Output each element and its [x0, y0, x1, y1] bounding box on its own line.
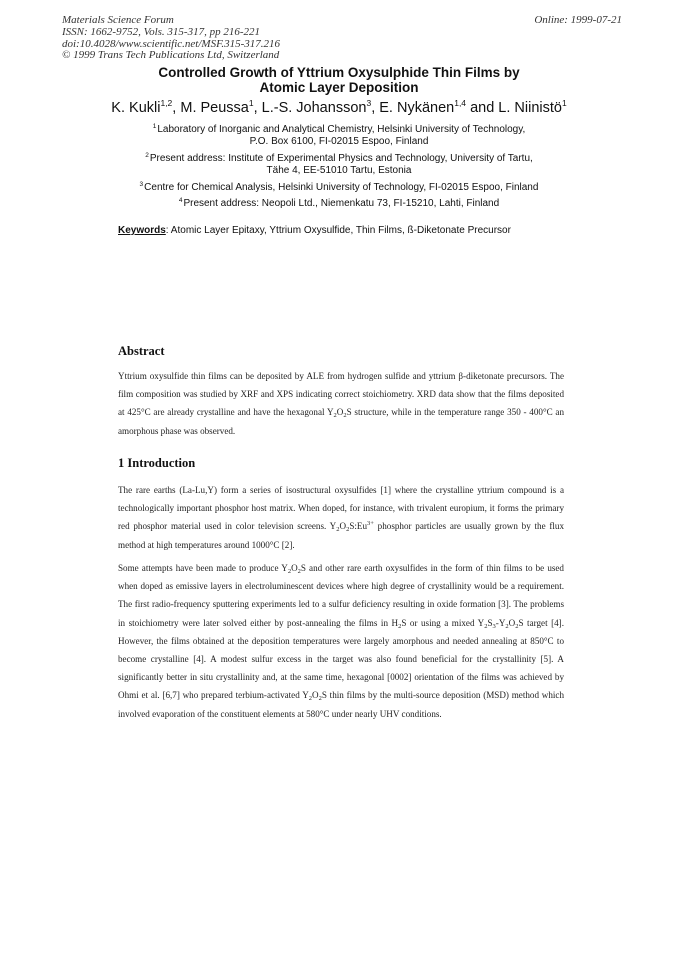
keywords	[118, 224, 578, 237]
intro-paragraph-1: The rare earths (La-Lu,Y) form a series of isostructural oxysulfides [1] where the crystalline yttrium compound is a technologically important phosphor host matrix. When doped, for instance, with trivalent europium, it forms the primary red phosphor material used in color television screens. $Y_2O_2S:Eu^{3+}$ phosphor particles are usually grown by the flux method at high temperatures around 1000°C [2].	[118, 485, 564, 550]
author-list	[60, 99, 618, 117]
affiliation-mark: 2	[145, 151, 149, 159]
paper-title-line-2: Atomic Layer Deposition	[259, 80, 419, 95]
paper-title	[60, 65, 618, 95]
doi-line: doi:10.4028/www.scientific.net/MSF.315-317.216	[62, 37, 281, 50]
affiliation	[90, 198, 588, 210]
copyright-line: © 1999 Trans Tech Publications Ltd, Switzerland	[62, 49, 280, 62]
author-separator: ,	[371, 100, 380, 116]
affiliation-mark: 3	[139, 180, 144, 188]
affiliation-line: Tähe 4, EE-51010 Tartu, Estonia	[266, 165, 412, 177]
affiliation-line: Present address: Neopoli Ltd., Niemenkatu 73, FI-15210, Lahti, Finland	[183, 198, 500, 210]
affiliation-list	[90, 124, 588, 214]
online-date: Online: 1999-07-21	[534, 14, 622, 26]
introduction-heading: 1 Introduction	[118, 456, 196, 470]
affiliation	[90, 153, 588, 178]
affiliation	[90, 182, 588, 194]
author-name: L.-S. Johansson	[261, 100, 367, 116]
author-separator: ,	[172, 100, 181, 116]
issn-line: ISSN: 1662-9752, Vols. 315-317, pp 216-221	[62, 25, 260, 38]
keywords-text: Atomic Layer Epitaxy, Yttrium Oxysulfide, Thin Films, ß-Diketonate Precursor	[168, 225, 511, 236]
author-name: L. Niinistö	[498, 100, 562, 116]
affiliation-line: Centre for Chemical Analysis, Helsinki University of Technology, FI-02015 Espoo, Finland	[144, 181, 539, 193]
intro-paragraph-2: Some attempts have been made to produce $Y_2O_2S$ and other rare earth oxysulfides in the form of thin films to be used when doped as emissive layers in electroluminescent devices where high degree of crystallinity would be a requirement. The first radio-frequency sputtering experiments led to a sulfur deficiency resulting in oxide formation [3]. The problems in stoichiometry were later solved either by post-annealing the films in $H_2S$ or using a mixed $Y_2S_3-Y_2O_2S$ target [4]. However, the films obtained at the deposition temperatures were largely amorphous and needed annealing at 850°C to become crystalline [4]. A modest sulfur excess in the target was also found beneficial for the crystallinity [5]. A significantly better in situ crystallinity and, at the same time, hexagonal [0002] orientation of the films was achieved by Ohmi et al. [6,7] who prepared terbium-activated $Y_2O_2S$ thin films by the multi-source deposition (MSD) method which involved evaporation of the constituent elements at 580°C under nearly UHV conditions.	[118, 563, 564, 719]
publication-header	[62, 15, 622, 62]
keywords-colon: :	[165, 225, 169, 236]
author-affiliation-mark: 1,4	[454, 98, 467, 108]
keywords-label: Keywords	[118, 225, 166, 236]
author-separator: and	[466, 100, 499, 116]
affiliation-line: P.O. Box 6100, FI-02015 Espoo, Finland	[249, 136, 429, 148]
author-affiliation-mark: 1,2	[160, 98, 173, 108]
author-separator: ,	[253, 100, 262, 116]
affiliation	[90, 124, 588, 149]
journal-name: Materials Science Forum	[62, 14, 174, 26]
abstract-heading: Abstract	[118, 344, 165, 358]
author-affiliation-mark: 3	[366, 98, 372, 108]
abstract-text: Yttrium oxysulfide thin films can be deposited by ALE from hydrogen sulfide and yttrium β-diketonate precursors. The film composition was studied by XRF and XPS indicating correct stoichiometry. XRD data show that the films deposited at 425°C are already crystalline and have the hexagonal $Y_2O_2S$ structure, while in the temperature range 350 - 400°C an amorphous phase was observed.	[118, 371, 564, 436]
affiliation-mark: 1	[152, 123, 157, 130]
author-affiliation-mark: 1	[561, 98, 567, 108]
paper-title-line-1: Controlled Growth of Yttrium Oxysulphide Thin Films by	[158, 65, 520, 80]
affiliation-line: Present address: Institute of Experimental Physics and Technology, University of Tartu,	[149, 152, 533, 164]
author-name: M. Peussa	[180, 100, 249, 116]
author-name: E. Nykänen	[379, 100, 455, 116]
author-affiliation-mark: 1	[248, 98, 254, 108]
affiliation-mark: 4	[178, 197, 183, 205]
affiliation-line: Laboratory of Inorganic and Analytical Chemistry, Helsinki University of Technology,	[157, 124, 526, 135]
author-name: K. Kukli	[111, 100, 161, 116]
